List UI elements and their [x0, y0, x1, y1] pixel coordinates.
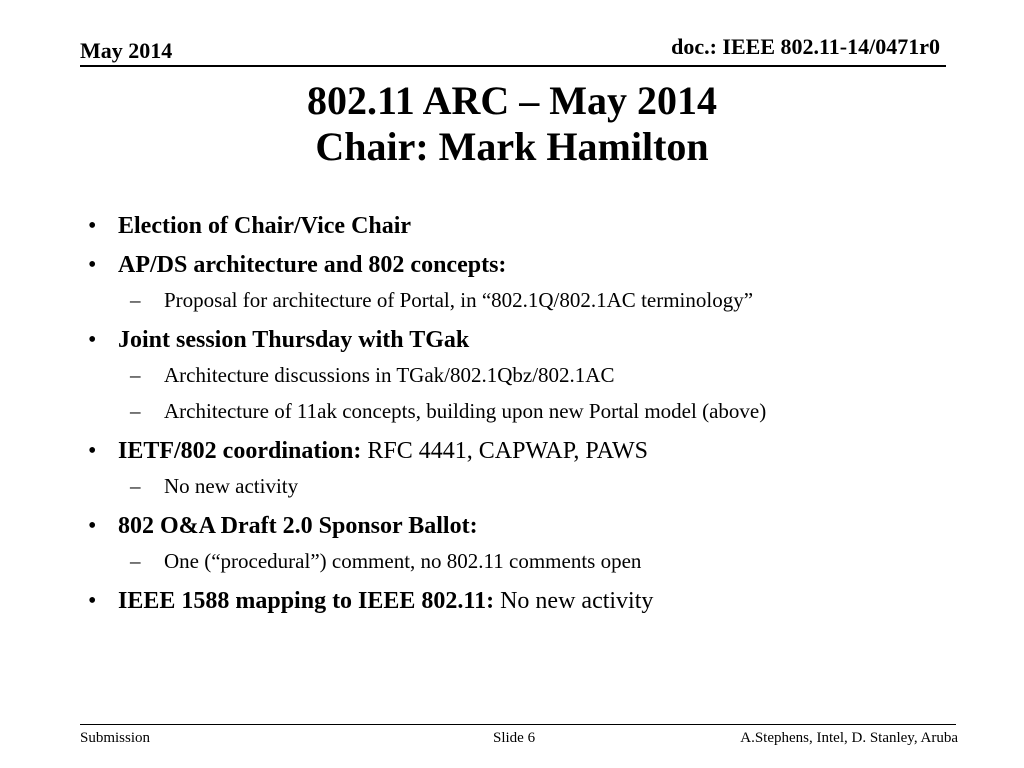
sub-bullet-text: One (“procedural”) comment, no 802.11 comments open — [164, 549, 642, 573]
bullet-item — [82, 510, 962, 542]
sub-bullet-mark: – — [130, 363, 141, 387]
sub-bullet-item — [82, 547, 962, 575]
bullet-item — [82, 210, 962, 242]
bullet-item — [82, 585, 962, 617]
sub-bullet-item — [82, 286, 962, 314]
bullet-item — [82, 435, 962, 467]
bullet-mark: • — [88, 327, 97, 353]
bullet-text: No new activity — [494, 588, 654, 614]
footer-submission: Submission — [80, 730, 151, 746]
header-divider — [80, 65, 946, 67]
bullet-bold-text: 802 O&A Draft 2.0 Sponsor Ballot: — [118, 513, 478, 539]
slide-title-line-2: Chair: Mark Hamilton — [315, 124, 709, 169]
bullet-mark: • — [88, 213, 97, 239]
bullet-bold-text: IETF/802 coordination: — [118, 438, 362, 464]
header-doc-id: doc.: IEEE 802.11-14/0471r0 — [671, 34, 940, 59]
bullet-bold-text: IEEE 1588 mapping to IEEE 802.11: — [118, 588, 495, 614]
footer-divider — [80, 724, 956, 725]
sub-bullet-mark: – — [130, 549, 141, 573]
sub-bullet-text: Architecture of 11ak concepts, building upon new Portal model (above) — [164, 399, 767, 423]
bullet-mark: • — [88, 588, 97, 614]
bullet-bold-text: Joint session Thursday with TGak — [118, 327, 470, 353]
slide-title — [0, 78, 1024, 170]
bullet-item — [82, 324, 962, 356]
bullet-item — [82, 249, 962, 281]
bullet-mark: • — [88, 252, 97, 278]
sub-bullet-mark: – — [130, 399, 141, 423]
sub-bullet-text: Architecture discussions in TGak/802.1Qbz/802.1AC — [164, 363, 615, 387]
bullet-mark: • — [88, 438, 97, 464]
slide-body — [82, 210, 962, 624]
sub-bullet-text: Proposal for architecture of Portal, in “802.1Q/802.1AC terminology” — [164, 288, 754, 312]
sub-bullet-item — [82, 361, 962, 389]
footer-authors: A.Stephens, Intel, D. Stanley, Aruba — [740, 730, 958, 746]
bullet-bold-text: Election of Chair/Vice Chair — [118, 213, 412, 239]
sub-bullet-mark: – — [130, 474, 141, 498]
sub-bullet-item — [82, 472, 962, 500]
slide-title-line-1: 802.11 ARC – May 2014 — [307, 78, 717, 123]
sub-bullet-text: No new activity — [164, 474, 299, 498]
bullet-bold-text: AP/DS architecture and 802 concepts: — [118, 252, 507, 278]
header-date: May 2014 — [80, 38, 173, 63]
bullet-mark: • — [88, 513, 97, 539]
bullet-text: RFC 4441, CAPWAP, PAWS — [361, 438, 648, 464]
sub-bullet-item — [82, 397, 962, 425]
sub-bullet-mark: – — [130, 288, 141, 312]
footer-slide-number: Slide 6 — [493, 730, 536, 746]
